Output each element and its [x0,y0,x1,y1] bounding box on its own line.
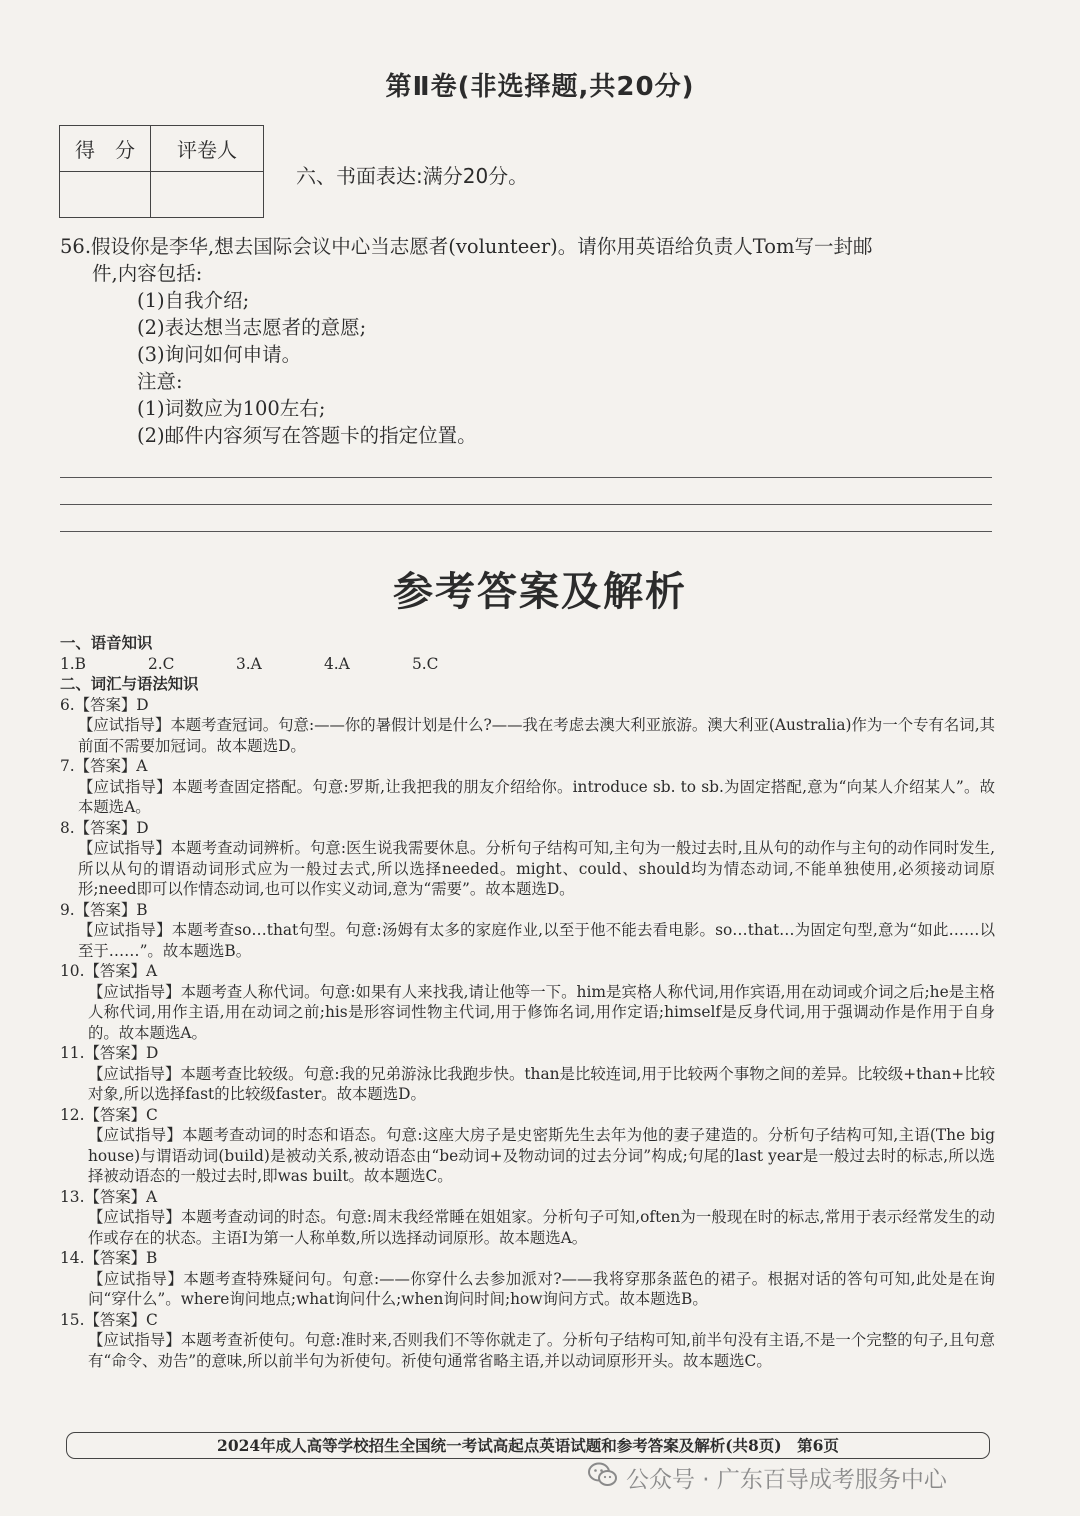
q10-answer: 10.【答案】A [60,962,158,980]
answer-5: 5.C [412,654,439,673]
answer-2: 2.C [148,654,175,673]
answer-line [60,504,992,505]
grader-cell [151,172,264,218]
answers-section [60,633,995,1371]
q13-guide: 【应试指导】本题考查动词的时态。句意:周末我经常睡在姐姐家。分析句子可知,often为一般现在时的标志,常用于表示经常发生的动作或存在的状态。主语I为第一人称单数,所以选择动词原形。故本题选A。 [88,1208,995,1247]
section-title: 第Ⅱ卷(非选择题,共20分) [385,72,695,102]
score-table [59,125,264,218]
q8-guide: 【应试指导】本题考查动词辨析。句意:医生说我需要休息。分析句子结构可知,主句为一般过去时,且从句的动作与主句的动作同时发生,所以从句的谓语动词形式应为一般过去式,所以选择needed。might、could、should均为情态动词,不能单独使用,必须接动词原形;need即可以作情态动词,也可以作实义动词,意为“需要”。故本题选D。 [78,839,995,898]
q56-item: (2)表达想当志愿者的意愿; [137,316,367,339]
q6-guide: 【应试指导】本题考查冠词。句意:——你的暑假计划是什么?——我在考虑去澳大利亚旅游。澳大利亚(Australia)作为一个专有名词,其前面不需要加冠词。故本题选D。 [78,716,995,755]
score-cell [60,172,151,218]
page-footer: 2024年成人高等学校招生全国统一考试高起点英语试题和参考答案及解析(共8页) 第6页 [66,1432,990,1459]
wechat-icon [588,1462,618,1499]
score-header: 得 分 [60,126,151,172]
q56-line1: 56.假设你是李华,想去国际会议中心当志愿者(volunteer)。请你用英语给负责人Tom写一封邮 [60,235,873,258]
watermark [588,1462,1058,1498]
q15-guide: 【应试指导】本题考查祈使句。句意:准时来,否则我们不等你就走了。分析句子结构可知,前半句没有主语,不是一个完整的句子,且句意有“命令、劝告”的意味,所以前半句为祈使句。祈使句通常省略主语,并以动词原形开头。故本题选C。 [88,1331,995,1370]
q13-answer: 13.【答案】A [60,1187,158,1206]
q56-item: (2)邮件内容须写在答题卡的指定位置。 [137,424,477,447]
q56-note-label: 注意: [137,370,183,393]
answers-title: 参考答案及解析 [393,569,687,615]
q10-guide: 【应试指导】本题考查人称代词。句意:如果有人来找我,请让他等一下。him是宾格人称代词,用作宾语,用在动词或介词之后;he是主格人称代词,用作主语,用在动词之前;his是形容词性物主代词,用于修饰名词,用作定语;himself是反身代词,用于强调动作是作用于自身的。故本题选A。 [88,982,995,1042]
part2-title: 二、词汇与语法知识 [60,675,199,693]
q11-guide: 【应试指导】本题考查比较级。句意:我的兄弟游泳比我跑步快。than是比较连词,用于比较两个事物之间的差异。比较级+than+比较对象,所以选择fast的比较级faster。故本题选D。 [88,1064,995,1103]
answer-line [60,477,992,478]
q7-guide: 【应试指导】本题考查固定搭配。句意:罗斯,让我把我的朋友介绍给你。introduce sb. to sb.为固定搭配,意为“向某人介绍某人”。故本题选A。 [78,777,995,816]
answer-3: 3.A [236,654,262,673]
answer-line [60,531,992,532]
q56-item: (1)词数应为100左右; [137,397,326,420]
q56-item: (3)询问如何申请。 [137,343,302,366]
q7-answer: 7.【答案】A [60,757,148,775]
q11-answer: 11.【答案】D [60,1044,159,1062]
part1-title: 一、语音知识 [60,634,153,652]
q6-answer: 6.【答案】D [60,695,149,714]
q56-line2: 件,内容包括: [92,262,203,285]
answer-4: 4.A [324,654,350,673]
q9-guide: 【应试指导】本题考查so…that句型。句意:汤姆有太多的家庭作业,以至于他不能去看电影。so…that…为固定句型,意为“如此……以至于……”。故本题选B。 [78,921,995,960]
watermark-text: 公众号 · 广东百导成考服务中心 [626,1467,947,1493]
q9-answer: 9.【答案】B [60,900,148,919]
q15-answer: 15.【答案】C [60,1310,158,1329]
grader-header: 评卷人 [151,126,264,172]
question-56 [60,233,1000,449]
part1-answers [60,654,995,675]
q14-guide: 【应试指导】本题考查特殊疑问句。句意:——你穿什么去参加派对?——我将穿那条蓝色的裙子。根据对话的答句可知,此处是在询问“穿什么”。where询问地点;what询问什么;when询问时间;how询问方式。故本题选B。 [88,1269,995,1308]
q14-answer: 14.【答案】B [60,1249,158,1267]
q12-guide: 【应试指导】本题考查动词的时态和语态。句意:这座大房子是史密斯先生去年为他的妻子建造的。分析句子结构可知,主语(The big house)与谓语动词(build)是被动关系,被动语态由“be动词+及物动词的过去分词”构成;句尾的last year是一般过去时的标志,所以选择被动语态的一般过去时,即was built。故本题选C。 [88,1126,995,1185]
q56-item: (1)自我介绍; [137,289,250,312]
answer-1: 1.B [60,654,86,673]
q12-answer: 12.【答案】C [60,1105,158,1124]
q8-answer: 8.【答案】D [60,818,149,837]
part6-title: 六、书面表达:满分20分。 [296,164,529,188]
